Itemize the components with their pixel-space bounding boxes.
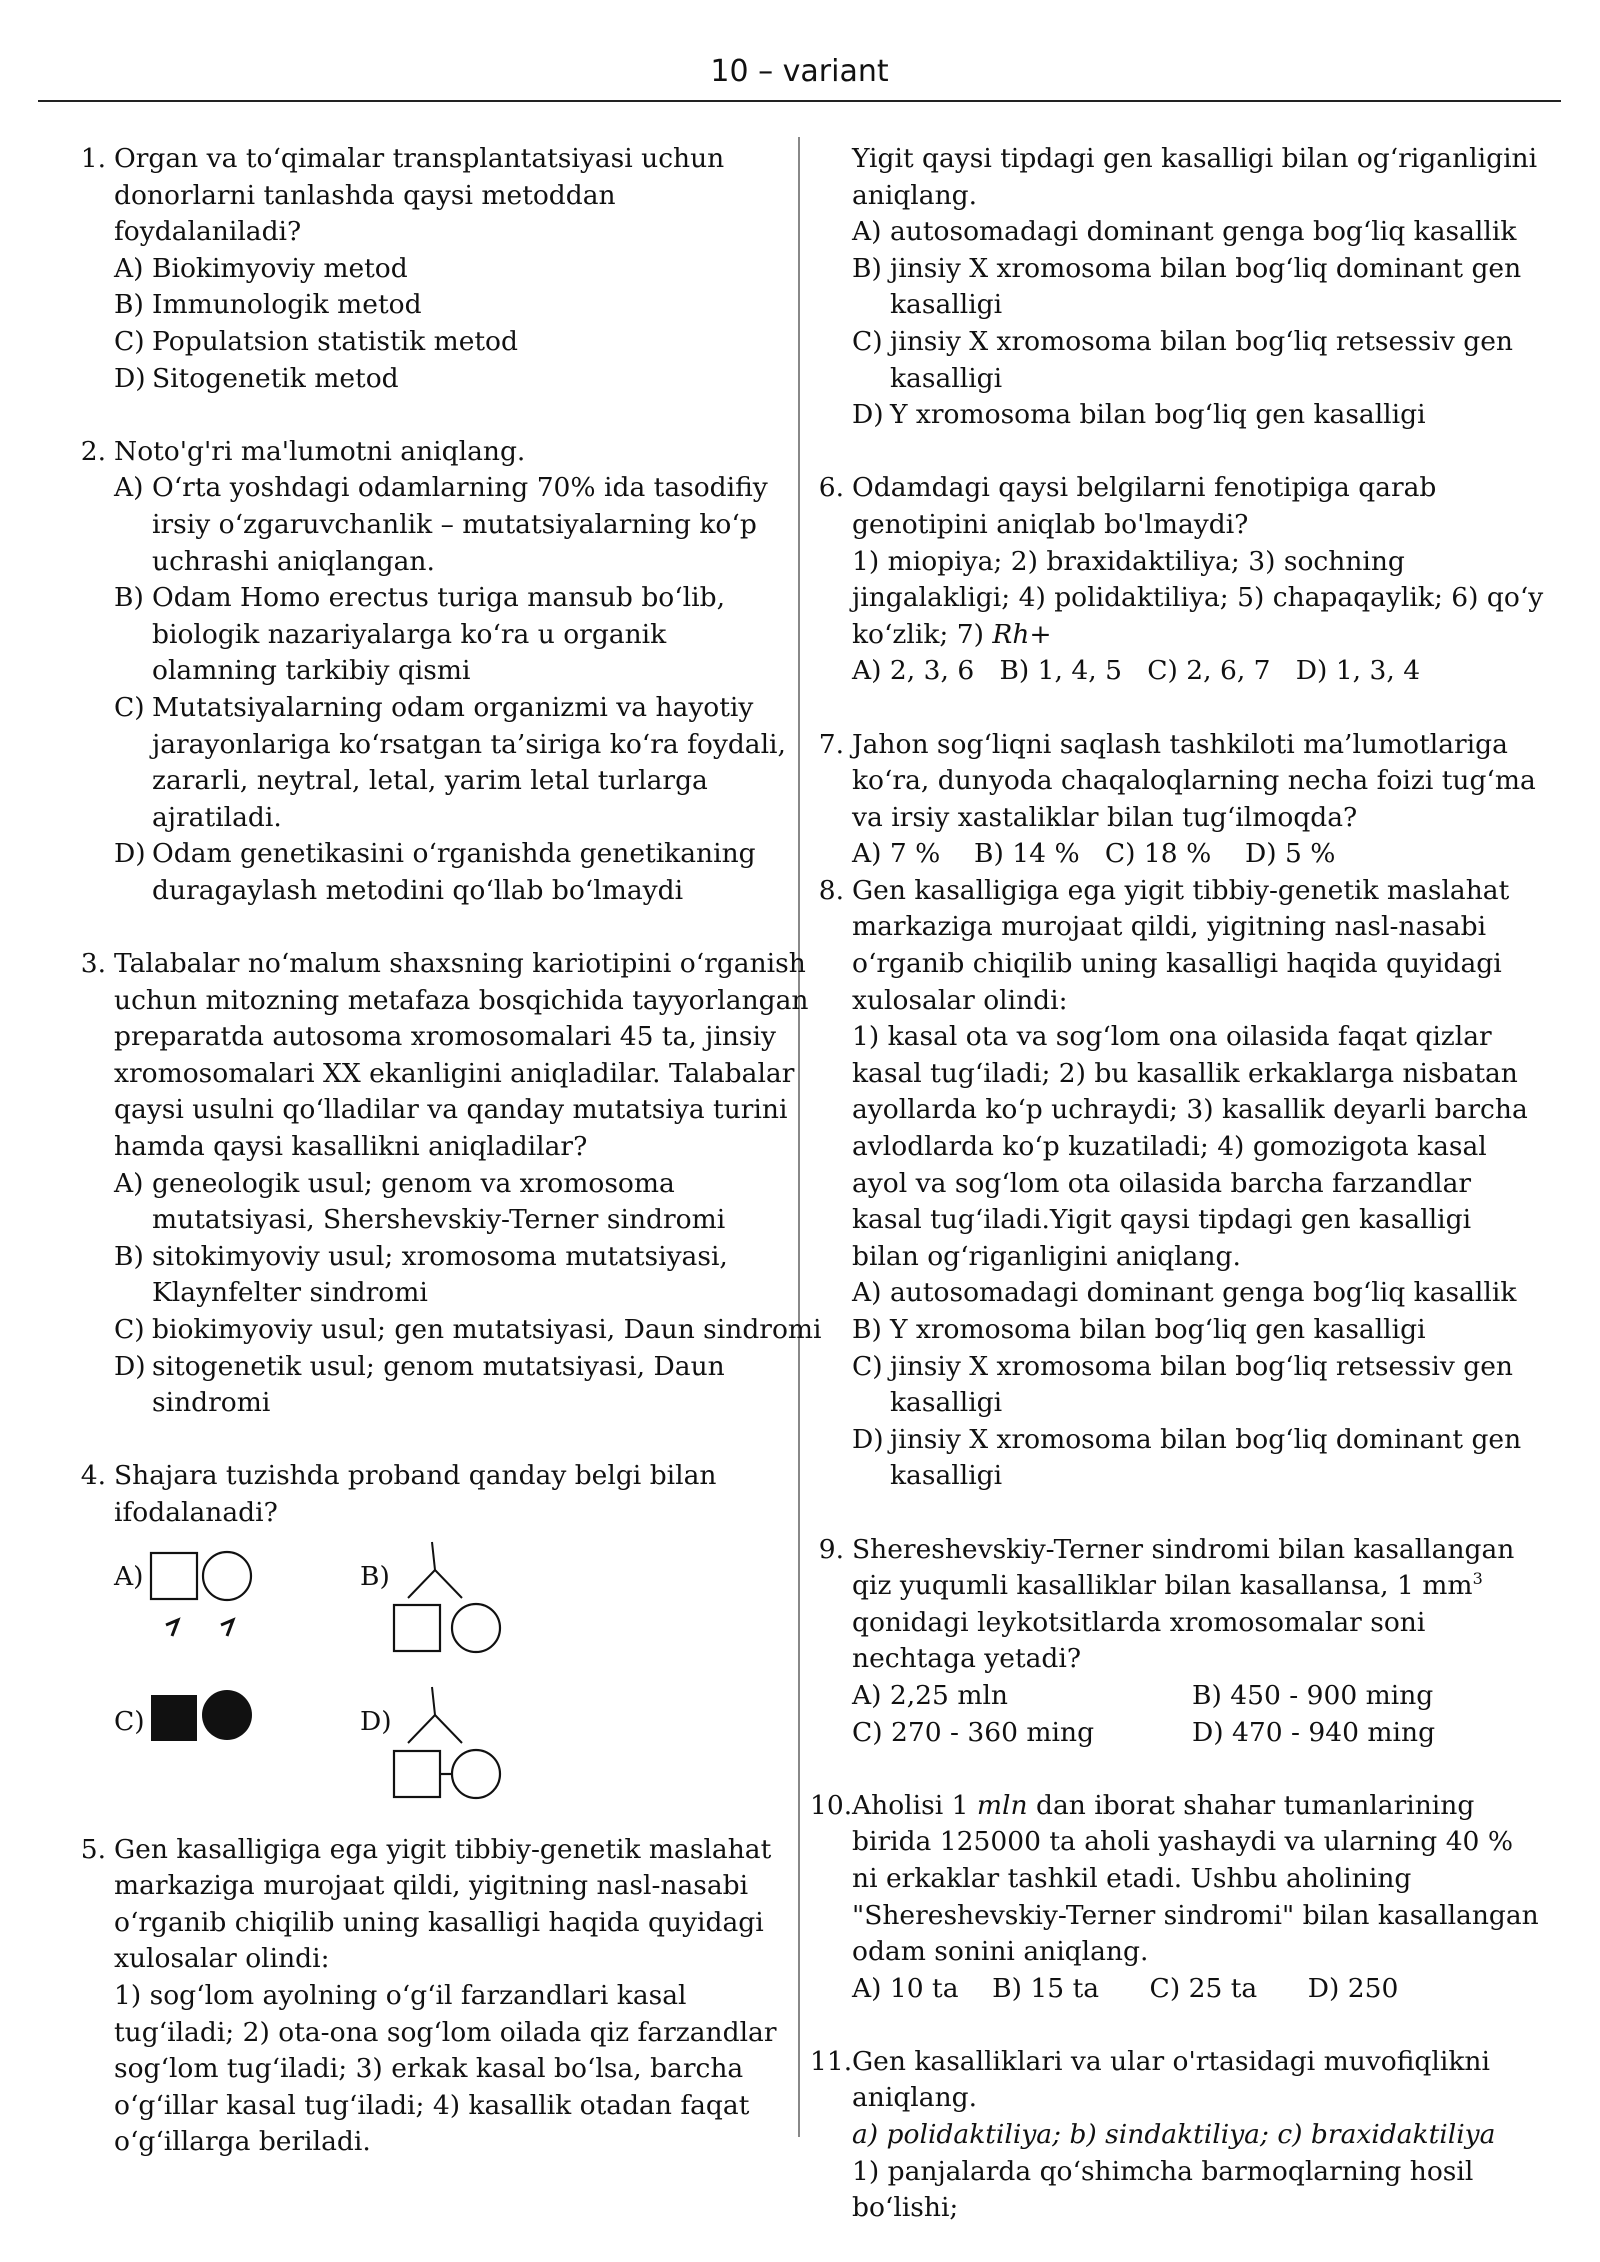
answer-option: D) Y xromosoma bilan bog‘liq gen kasalligi — [852, 399, 1426, 431]
answer-options: A) 7 % B) 14 % C) 18 % D) 5 % — [852, 838, 1336, 870]
question-facts: 1) kasal ota va sog‘lom ona oilasida faqat qizlar kasal tug‘iladi; 2) bu kasallik erkaklarga nisbatan ayollarda ko‘p uchraydi; 3) kasallik deyarli barcha avlodlarda ko‘p kuzatiladi; 4) gomozigota kasal ayol va sog‘lom ota oilasida barcha farzandlar kasal tug‘iladi.Yigit qaysi tipdagi gen kasalligi bilan og‘riganligini aniqlang. — [852, 1021, 1528, 1272]
question-text: Organ va to‘qimalar transplantatsiyasi uchun donorlarni tanlashda qaysi metoddan foydalaniladi? — [114, 143, 725, 248]
pedigree-symbols — [114, 1532, 594, 1832]
question-text: Noto'g'ri ma'lumotni aniqlang. — [114, 435, 526, 467]
question-11: 11. Gen kasalliklari va ular o'rtasidagi muvofiqlikni aniqlang. a) polidaktiliya; b) sindaktiliya; c) braxidaktiliya 1) panjalarda qo‘shimcha barmoqlarning hosil bo‘lishi; — [810, 2044, 1545, 2227]
question-text: Shereshevskiy-Terner sindromi bilan kasallangan qiz yuqumli kasalliklar bilan kasallansa, 1 $mm^3$ qonidagi leykotsitlarda xromosomalar soni nechtaga yetadi? — [852, 1533, 1515, 1675]
question-text: Aholisi 1 mln dan iborat shahar tumanlarining birida 125000 ta aholi yashaydi va ularning 40 % ni erkaklar tashkil etadi. Ushbu aholining "Shereshevskiy-Terner sindromi" bilan kasallangan odam sonini aniqlang. — [852, 1789, 1539, 1968]
question-text: Shajara tuzishda proband qanday belgi bilan ifodalanadi? — [114, 1460, 717, 1528]
rh-factor: Rh+ — [992, 618, 1052, 650]
question-5-continued — [810, 141, 1545, 434]
question-text: Gen kasalliklari va ular o'rtasidagi muvofiqlikni aniqlang. — [852, 2045, 1490, 2114]
answer-option: B) jinsiy X xromosoma bilan bog‘liq dominant gen kasalligi — [852, 252, 1522, 321]
question-text: Talabalar no‘malum shaxsning kariotipini o‘rganish uchun mitozning metafaza bosqichida tayyorlangan preparatda autosoma xromosomalari 45 ta, jinsiy xromosomalari XX ekanligini aniqladilar. Talabalar qaysi usulni qo‘lladilar va qanday mutatsiya turini hamda qaysi kasallikni aniqladilar? — [114, 948, 809, 1163]
question-1: 1. Organ va to‘qimalar transplantatsiyasi uchun donorlarni tanlashda qaysi metoddan foydalaniladi? A) Biokimyoviy metod B) Immunologik metod C) Populatsion statistik metod D) Sitogenetik metod — [72, 141, 792, 397]
question-terms: a) polidaktiliya; b) sindaktiliya; c) braxidaktiliya — [852, 2119, 1496, 2151]
question-2: 2. Noto'g'ri ma'lumotni aniqlang. A) O‘rta yoshdagi odamlarning 70% ida tasodifiy irsiy o‘zgaruvchanlik – mutatsiyalarning ko‘p uchrashi aniqlangan. B) Odam Homo erectus turiga mansub bo‘lib, biologik nazariyalarga ko‘ra u organik olamning tarkibiy qismi C) Mutatsiyalarning odam organizmi va hayotiy jarayonlariga ko‘rsatgan ta’siriga ko‘ra foydali, zararli, neytral, letal, yarim letal turlarga ajratiladi. D) Odam genetikasini o‘rganishda genetikaning duragaylash metodini qo‘llab bo‘lmaydi — [72, 434, 792, 910]
answer-option: C) Populatsion statistik metod — [114, 325, 518, 357]
answer-option: D) Odam genetikasini o‘rganishda genetikaning duragaylash metodini qo‘llab bo‘lmaydi — [114, 838, 756, 906]
left-column — [72, 141, 822, 2161]
question-text: Gen kasalligiga ega yigit tibbiy-genetik maslahat markaziga murojaat qildi, yigitning nasl-nasabi o‘rganib chiqilib uning kasalligi haqida quyidagi xulosalar olindi: — [852, 874, 1510, 1016]
pedigree-options — [114, 1532, 792, 1832]
page-title: 10 – variant — [710, 54, 889, 89]
question-4: 4. Shajara tuzishda proband qanday belgi bilan ifodalanadi? A) B) C) D) — [72, 1458, 792, 1831]
option-label-b: B) — [360, 1560, 390, 1592]
answer-option: A) autosomadagi dominant genga bog‘liq kasallik — [852, 1277, 1517, 1309]
answer-option: B) Y xromosoma bilan bog‘liq gen kasalligi — [852, 1314, 1426, 1345]
answer-option: C) jinsiy X xromosoma bilan bog‘liq retsessiv gen kasalligi — [852, 1350, 1513, 1419]
question-item: 1) panjalarda qo‘shimcha barmoqlarning hosil bo‘lishi; — [852, 2155, 1474, 2224]
option-d-symbols — [394, 1687, 500, 1798]
answer-option: D) jinsiy X xromosoma bilan bog‘liq dominant gen kasalligi — [852, 1423, 1522, 1492]
answer-option: D) Sitogenetik metod — [114, 362, 399, 394]
answer-option: A) O‘rta yoshdagi odamlarning 70% ida tasodifiy irsiy o‘zgaruvchanlik – mutatsiyalarning ko‘p uchrashi aniqlangan. — [114, 472, 768, 577]
question-text: Odamdagi qaysi belgilarni fenotipiga qarab genotipini aniqlab bo'lmaydi? — [852, 472, 1437, 540]
answer-option: C) Mutatsiyalarning odam organizmi va hayotiy jarayonlariga ko‘rsatgan ta’siriga ko‘ra foydali, zararli, neytral, letal, yarim letal turlarga ajratiladi. — [114, 691, 786, 833]
question-10: 10. Aholisi 1 mln dan iborat shahar tumanlarining birida 125000 ta aholi yashaydi va ularning 40 % ni erkaklar tashkil etadi. Ushbu aholining "Shereshevskiy-Terner sindromi" bilan kasallangan odam sonini aniqlang. A) 10 ta B) 15 ta C) 25 ta D) 250 — [810, 1788, 1545, 2008]
question-items: 1) miopiya; 2) braxidaktiliya; 3) sochning jingalakligi; 4) polidaktiliya; 5) chapaqaylik; 6) qo‘y ko‘zlik; 7) Rh+ — [852, 545, 1544, 650]
answer-option: C) biokimyoviy usul; gen mutatsiyasi, Daun sindromi — [114, 1314, 822, 1345]
question-9: 9. Shereshevskiy-Terner sindromi bilan kasallangan qiz yuqumli kasalliklar bilan kasallansa, 1 $mm^3$ qonidagi leykotsitlarda xromosomalar soni nechtaga yetadi? A) 2,25 mln B) 450 - 900 ming C) 270 - 360 ming D) 470 - 940 ming — [810, 1532, 1545, 1752]
answer-option: A) autosomadagi dominant genga bog‘liq kasallik — [852, 216, 1517, 248]
option-label-a: A) — [114, 1560, 144, 1592]
option-label-c: C) — [114, 1705, 145, 1737]
question-text: Jahon sog‘liqni saqlash tashkiloti ma’lumotlariga ko‘ra, dunyoda chaqaloqlarning necha foizi tug‘ma va irsiy xastaliklar bilan tug‘ilmoqda? — [852, 728, 1536, 833]
answer-option: A) geneologik usul; genom va xromosoma mutatsiyasi, Shershevskiy-Terner sindromi — [114, 1167, 726, 1236]
question-8: 8. Gen kasalligiga ega yigit tibbiy-genetik maslahat markaziga murojaat qildi, yigitning nasl-nasabi o‘rganib chiqilib uning kasalligi haqida quyidagi xulosalar olindi: 1) kasal ota va sog‘lom ona oilasida faqat qizlar kasal tug‘iladi; 2) bu kasallik erkaklarga nisbatan ayollarda ko‘p uchraydi; 3) kasallik deyarli barcha avlodlarda ko‘p kuzatiladi; 4) gomozigota kasal ayol va sog‘lom ota oilasida barcha farzandlar kasal tug‘iladi.Yigit qaysi tipdagi gen kasalligi bilan og‘riganligini aniqlang. A) autosomadagi dominant genga bog‘liq kasallik B) Y xromosoma bilan bog‘liq gen kasalligi C) jinsiy X xromosoma bilan bog‘liq retsessiv gen kasalligi D) jinsiy X xromosoma bilan bog‘liq dominant gen kasalligi — [810, 873, 1545, 1495]
answer-options: A) 10 ta B) 15 ta C) 25 ta D) 250 — [852, 1972, 1399, 2004]
answer-option: B) Odam Homo erectus turiga mansub bo‘lib, biologik nazariyalarga ko‘ra u organik olamning tarkibiy qismi — [114, 582, 725, 687]
question-facts: 1) sog‘lom ayolning o‘g‘il farzandlari kasal tug‘iladi; 2) ota-ona sog‘lom oilada qiz farzandlar sog‘lom tug‘iladi; 3) erkak kasal bo‘lsa, barcha o‘g‘illar kasal tug‘iladi; 4) kasallik otadan faqat o‘g‘illarga beriladi. — [114, 1979, 777, 2158]
right-column — [810, 141, 1545, 2227]
answer-option: B) Immunologik metod — [114, 289, 422, 321]
answer-option: C) jinsiy X xromosoma bilan bog‘liq retsessiv gen kasalligi — [852, 325, 1513, 394]
answer-row: A) 2,25 mln B) 450 - 900 ming — [852, 1679, 1434, 1711]
question-text: Gen kasalligiga ega yigit tibbiy-genetik maslahat markaziga murojaat qildi, yigitning nasl-nasabi o‘rganib chiqilib uning kasalligi haqida quyidagi xulosalar olindi: — [114, 1833, 772, 1975]
answer-options: A) 2, 3, 6 B) 1, 4, 5 C) 2, 6, 7 D) 1, 3, 4 — [852, 655, 1421, 687]
option-c-symbols — [151, 1690, 252, 1741]
question-5: 5. Gen kasalligiga ega yigit tibbiy-genetik maslahat markaziga murojaat qildi, yigitning nasl-nasabi o‘rganib chiqilib uning kasalligi haqida quyidagi xulosalar olindi: 1) sog‘lom ayolning o‘g‘il farzandlari kasal tug‘iladi; 2) ota-ona sog‘lom oilada qiz farzandlar sog‘lom tug‘iladi; 3) erkak kasal bo‘lsa, barcha o‘g‘illar kasal tug‘iladi; 4) kasallik otadan faqat o‘g‘illarga beriladi. — [72, 1832, 792, 2161]
option-label-d: D) — [360, 1705, 392, 1737]
option-a-symbols — [151, 1552, 251, 1636]
answer-row: C) 270 - 360 ming D) 470 - 940 ming — [852, 1716, 1436, 1748]
question-3: 3. Talabalar no‘malum shaxsning kariotipini o‘rganish uchun mitozning metafaza bosqichida tayyorlangan preparatda autosoma xromosomalari 45 ta, jinsiy xromosomalari XX ekanligini aniqladilar. Talabalar qaysi usulni qo‘lladilar va qanday mutatsiya turini hamda qaysi kasallikni aniqladilar? A) geneologik usul; genom va xromosoma mutatsiyasi, Shershevskiy-Terner sindromi B) sitokimyoviy usul; xromosoma mutatsiyasi, Klaynfelter sindromi C) biokimyoviy usul; gen mutatsiyasi, Daun sindromi D) sitogenetik usul; genom mutatsiyasi, Daun sindromi — [72, 946, 792, 1422]
answer-option: D) sitogenetik usul; genom mutatsiyasi, Daun sindromi — [114, 1350, 725, 1419]
question-6: 6. Odamdagi qaysi belgilarni fenotipiga qarab genotipini aniqlab bo'lmaydi? 1) miopiya; 2) braxidaktiliya; 3) sochning jingalakligi; 4) polidaktiliya; 5) chapaqaylik; 6) qo‘y ko‘zlik; 7) Rh+ A) 2, 3, 6 B) 1, 4, 5 C) 2, 6, 7 D) 1, 3, 4 — [810, 470, 1545, 690]
option-b-symbols — [394, 1542, 500, 1652]
answer-option: B) sitokimyoviy usul; xromosoma mutatsiyasi, Klaynfelter sindromi — [114, 1240, 728, 1309]
question-text: Yigit qaysi tipdagi gen kasalligi bilan og‘riganligini aniqlang. — [852, 143, 1538, 211]
question-7: 7. Jahon sog‘liqni saqlash tashkiloti ma’lumotlariga ko‘ra, dunyoda chaqaloqlarning necha foizi tug‘ma va irsiy xastaliklar bilan tug‘ilmoqda? A) 7 % B) 14 % C) 18 % D) 5 % — [810, 727, 1545, 873]
answer-option: A) Biokimyoviy metod — [114, 252, 408, 284]
page-header — [38, 50, 1561, 102]
